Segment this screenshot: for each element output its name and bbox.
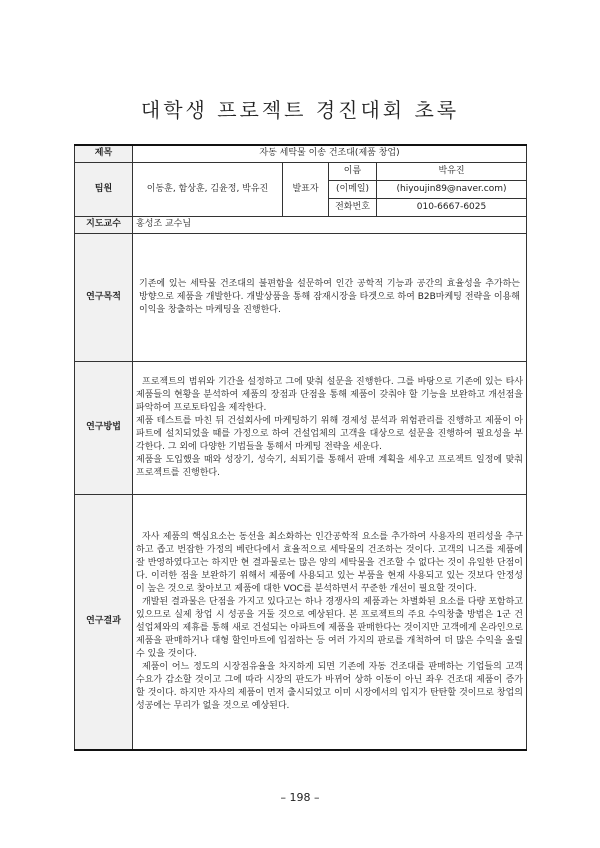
label-advisor: 지도교수 — [75, 216, 133, 233]
result-paragraph: 제품이 어느 정도의 시장점유율을 차지하게 되면 기존에 자동 건조대를 판매하는 기업들의 고객 수요가 감소할 것이고 그에 따라 시장의 판도가 바뀌어 상하 이동이 아닌 좌우 건조대 제품이 증가할 것이다. 하지만 자사의 제품이 먼저 출시되었고 이미 시장에서의 입지가 탄탄할 것이므로 창업의 성공에는 무리가 없을 것으로 예상된다. — [136, 661, 523, 711]
row-title — [75, 145, 527, 162]
label-phone: 전화번호 — [329, 198, 377, 216]
label-name: 이름 — [329, 162, 377, 180]
row-method — [75, 361, 527, 494]
row-result — [75, 494, 527, 750]
label-team: 팀원 — [75, 162, 133, 216]
method-text — [133, 361, 527, 494]
method-paragraph: 제품을 도입했을 때와 성장기, 성숙기, 쇠퇴기를 통해서 판매 계획을 세우고 프로젝트 일정에 맞춰 프로젝트를 진행한다. — [136, 454, 523, 478]
page-number: – 198 – — [280, 791, 320, 804]
presenter-name-value: 박유진 — [377, 162, 527, 180]
project-title-value: 자동 세탁물 이송 건조대(제품 창업) — [133, 145, 527, 162]
purpose-text — [133, 233, 527, 361]
label-result: 연구결과 — [75, 494, 133, 750]
purpose-paragraph: 기존에 있는 세탁물 건조대의 불편함을 설문하여 인간 공학적 기능과 공간의 효율성을 추가하는 방향으로 제품을 개발한다. 개발상품을 통해 잠재시장을 타겟으로 하여 B2B마케팅 전략을 이용해 이익을 창출하는 마케팅을 진행한다. — [139, 278, 520, 315]
result-text — [133, 494, 527, 750]
label-presenter: 발표자 — [283, 162, 329, 216]
label-method: 연구방법 — [75, 361, 133, 494]
presenter-email-value: (hiyoujin89@naver.com) — [377, 180, 527, 198]
result-paragraph: 개발된 결과물은 단점을 가지고 있다고는 하나 경쟁사의 제품과는 차별화된 요소를 다량 포함하고 있으므로 실제 창업 시 성공을 거둘 것으로 예상된다. 본 프로젝트의 주요 수익창출 방법은 1군 건설업체와의 제휴를 통해 새로 건설되는 아파트에 제품을 판매한다는 것이지만 고객에게 온라인으로 제품을 판매하거나 대형 할인마트에 입점하는 등 여러 가지의 판로를 개척하여 더 많은 수익을 올릴 수 있을 것이다. — [136, 596, 523, 659]
presenter-phone-value: 010-6667-6025 — [377, 198, 527, 216]
team-members-value: 이동훈, 함상훈, 김윤정, 박유진 — [133, 162, 283, 216]
result-paragraph: 자사 제품의 핵심요소는 동선을 최소화하는 인간공학적 요소를 추가하여 사용자의 편리성을 추구하고 좁고 번잡한 가정의 베란다에서 효율적으로 세탁물의 건조하는 것이다. 고객의 니즈를 제품에 잘 반영하였다고는 하지만 현 결과물로는 많은 양의 세탁물을 건조할 수 없다는 것이 유일한 단점이다. 이러한 점을 보완하기 위해서 제품에 사용되고 있는 부품을 현재 사용되고 있는 것보다 안정성이 높은 것으로 찾아보고 제품에 대한 VOC를 분석하면서 꾸준한 개선이 필요할 것이다. — [136, 531, 523, 594]
page-title: 대학생 프로젝트 경진대회 초록 — [140, 98, 460, 122]
abstract-form-table — [74, 144, 527, 751]
row-advisor — [75, 216, 527, 233]
row-team-1 — [75, 162, 527, 180]
label-title: 제목 — [75, 145, 133, 162]
method-paragraph: 프로젝트의 범위와 기간을 설정하고 그에 맞춰 설문을 진행한다. 그를 바탕으로 기존에 있는 타사 제품들의 현황을 분석하여 제품의 장점과 단점을 통해 제품이 갖춰야 할 기능을 보완하고 개선점을 파악하여 프로토타입을 제작한다. — [136, 376, 523, 413]
method-paragraph: 제품 테스트를 마친 뒤 건설회사에 마케팅하기 위해 경제성 분석과 위험관리를 진행하고 제품이 아파트에 설치되었을 때를 가정으로 하여 건설업체의 고객을 대상으로 설문을 진행하여 필요성을 부각한다. 그 외에 다양한 기법들을 통해서 마케팅 전략을 세운다. — [136, 415, 523, 452]
row-purpose — [75, 233, 527, 361]
advisor-value: 홍성조 교수님 — [133, 216, 527, 233]
label-email: (이메일) — [329, 180, 377, 198]
label-purpose: 연구목적 — [75, 233, 133, 361]
